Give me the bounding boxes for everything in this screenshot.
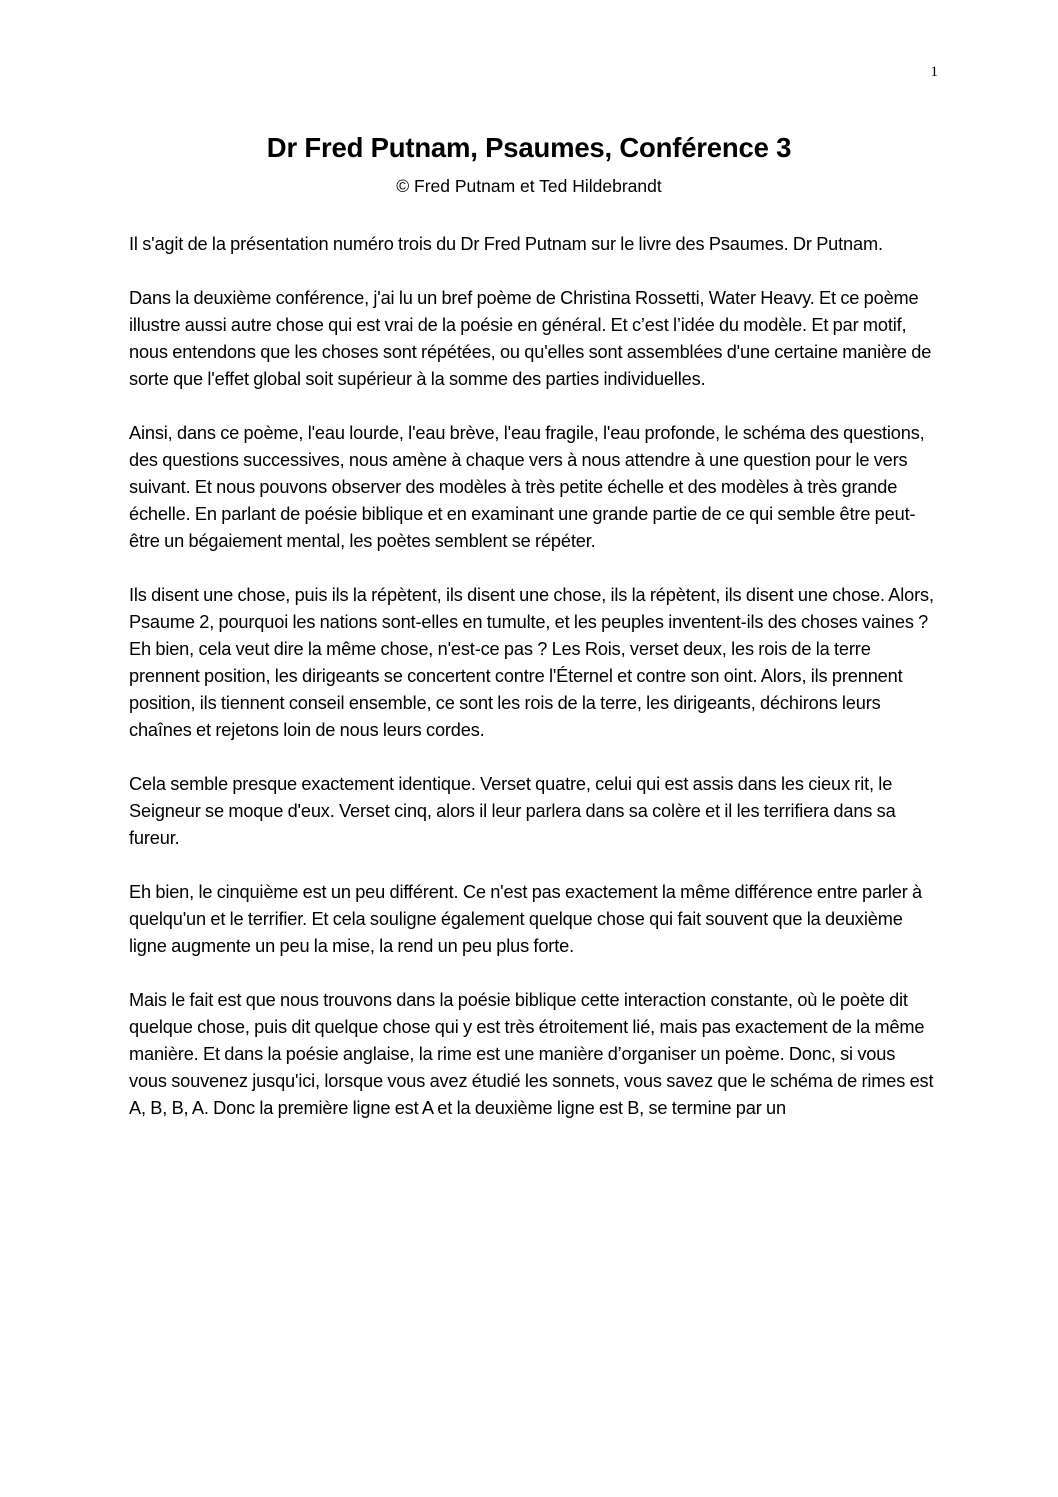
document-body bbox=[129, 231, 934, 1149]
paragraph-rossetti-poem: Dans la deuxième conférence, j'ai lu un bref poème de Christina Rossetti, Water Heavy. Et ce poème illustre aussi autre chose qui est vrai de la poésie en général. Et c’est l’idée du modèle. Et par motif, nous entendons que les choses sont répétées, ou qu'elles sont assemblées d'une certaine manière de sorte que l'effet global soit supérieur à la somme des parties individuelles. bbox=[129, 288, 932, 389]
document-title: Dr Fred Putnam, Psaumes, Conférence 3 bbox=[266, 132, 792, 163]
paragraph-patterns: Ainsi, dans ce poème, l'eau lourde, l'eau brève, l'eau fragile, l'eau profonde, le schéma des questions, des questions successives, nous amène à chaque vers à nous attendre à une question pour le vers suivant. Et nous pouvons observer des modèles à très petite échelle et des modèles à très grande échelle. En parlant de poésie biblique et en examinant une grande partie de ce qui semble être peut-être un bégaiement mental, les poètes semblent se répéter. bbox=[129, 423, 925, 551]
page-number: 1 bbox=[930, 64, 938, 80]
paragraph-intro: Il s'agit de la présentation numéro trois du Dr Fred Putnam sur le livre des Psaumes. Dr Putnam. bbox=[129, 234, 883, 254]
paragraph-fifth-verse: Eh bien, le cinquième est un peu différent. Ce n'est pas exactement la même différence entre parler à quelqu'un et le terrifier. Et cela souligne également quelque chose qui fait souvent que la deuxième ligne augmente un peu la mise, la rend un peu plus forte. bbox=[129, 882, 923, 956]
paragraph-psalm-2: Ils disent une chose, puis ils la répètent, ils disent une chose, ils la répètent, ils disent une chose. Alors, Psaume 2, pourquoi les nations sont-elles en tumulte, et les peuples inventent-ils des choses vaines ? Eh bien, cela veut dire la même chose, n'est-ce pas ? Les Rois, verset deux, les rois de la terre prennent position, les dirigeants se concertent contre l'Éternel et contre son oint. Alors, ils prennent position, ils tiennent conseil ensemble, ce sont les rois de la terre, les dirigeants, déchirons leurs chaînes et rejetons loin de nous leurs cordes. bbox=[129, 585, 934, 740]
copyright-line: © Fred Putnam et Ted Hildebrandt bbox=[396, 176, 662, 196]
paragraph-rhyme-scheme: Mais le fait est que nous trouvons dans la poésie biblique cette interaction constante, où le poète dit quelque chose, puis dit quelque chose qui y est très étroitement lié, mais pas exactement de la même manière. Et dans la poésie anglaise, la rime est une manière d’organiser un poème. Donc, si vous vous souvenez jusqu'ici, lorsque vous avez étudié les sonnets, vous savez que le schéma de rimes est A, B, B, A. Donc la première ligne est A et la deuxième ligne est B, se termine par un bbox=[129, 990, 934, 1118]
paragraph-verses-4-5: Cela semble presque exactement identique. Verset quatre, celui qui est assis dans les cieux rit, le Seigneur se moque d'eux. Verset cinq, alors il leur parlera dans sa colère et il les terrifiera dans sa fureur. bbox=[129, 774, 896, 848]
